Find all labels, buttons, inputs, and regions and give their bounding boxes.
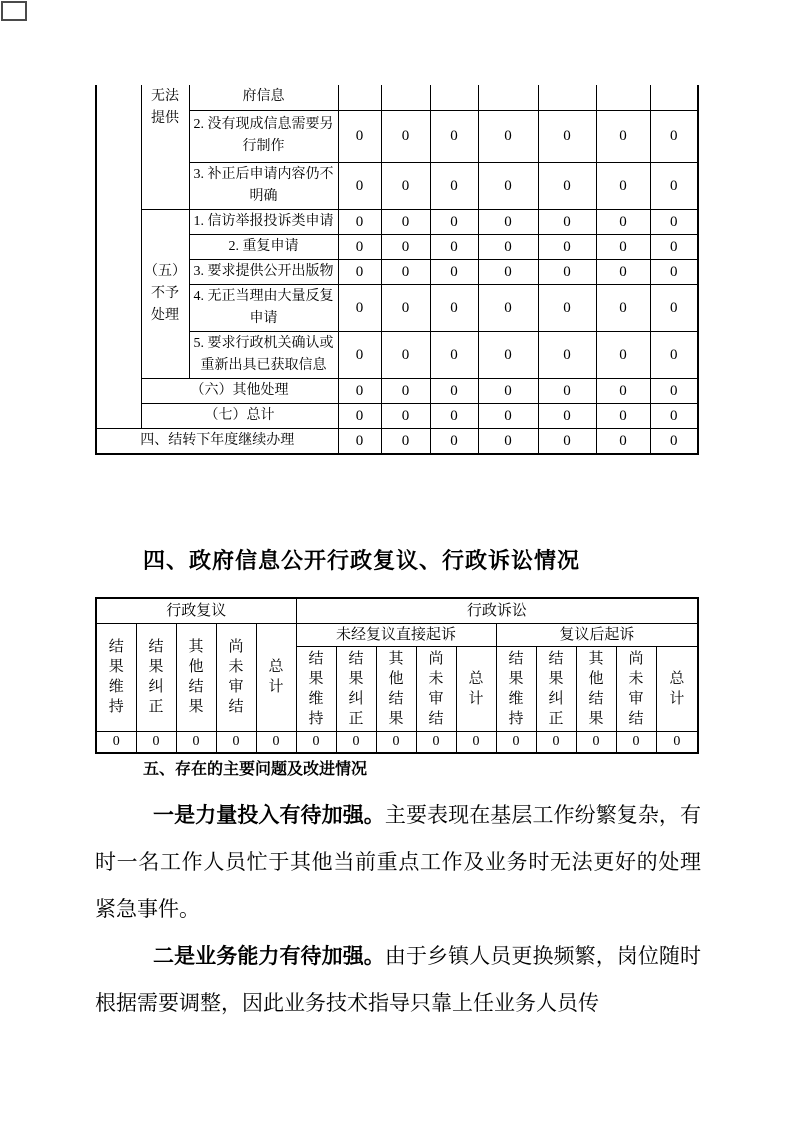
value-cell <box>478 85 538 110</box>
table-row <box>96 731 698 753</box>
row-label: 2. 没有现成信息需要另行制作 <box>189 110 338 162</box>
value-cell: 0 <box>538 403 596 428</box>
group-label-line: 提供 <box>151 111 179 126</box>
col-header-other-result: 其他结果 <box>376 646 416 731</box>
value-cell: 0 <box>478 428 538 454</box>
col-header-pending: 尚未审结 <box>616 646 656 731</box>
value-cell: 0 <box>381 209 430 234</box>
value-cell: 0 <box>381 331 430 378</box>
corner-box-artifact <box>1 1 27 21</box>
group-label-line: 处理 <box>151 307 179 323</box>
value-cell: 0 <box>596 284 650 331</box>
value-cell: 0 <box>296 731 336 753</box>
value-cell: 0 <box>430 110 478 162</box>
col-header-other-result: 其他结果 <box>176 623 216 731</box>
value-cell: 0 <box>650 234 698 259</box>
value-cell: 0 <box>596 110 650 162</box>
col-header-result-corrected: 结果纠正 <box>536 646 576 731</box>
value-cell: 0 <box>381 403 430 428</box>
col-header-result-upheld: 结果维持 <box>96 623 136 731</box>
value-cell: 0 <box>338 259 381 284</box>
table-row <box>96 428 698 454</box>
value-cell <box>538 85 596 110</box>
value-cell: 0 <box>338 403 381 428</box>
value-cell: 0 <box>478 378 538 403</box>
row-label: 2. 重复申请 <box>189 234 338 259</box>
value-cell: 0 <box>478 403 538 428</box>
row-label: 5. 要求行政机关确认或重新出具已获取信息 <box>189 331 338 378</box>
col-header-pending: 尚未审结 <box>416 646 456 731</box>
value-cell: 0 <box>381 110 430 162</box>
value-cell: 0 <box>538 209 596 234</box>
group-label-line: 无法 <box>151 89 179 104</box>
paragraph-lead: 一是力量投入有待加强。 <box>153 803 385 827</box>
value-cell: 0 <box>338 162 381 209</box>
paragraph-body: 由于乡镇人员更换频繁，岗位随时根据需要调整，因此业务技术指导只靠上任业务人员传 <box>95 944 702 1015</box>
value-cell: 0 <box>650 209 698 234</box>
value-cell: 0 <box>430 378 478 403</box>
table-row <box>96 209 698 234</box>
value-cell: 0 <box>650 403 698 428</box>
review-lawsuit-table <box>95 597 699 754</box>
table-row <box>96 85 698 110</box>
value-cell: 0 <box>336 731 376 753</box>
value-cell: 0 <box>656 731 698 753</box>
value-cell <box>430 85 478 110</box>
value-cell: 0 <box>538 378 596 403</box>
header-lawsuit-after-review: 复议后起诉 <box>496 623 698 646</box>
row-label: 3. 要求提供公开出版物 <box>189 259 338 284</box>
value-cell: 0 <box>381 259 430 284</box>
value-cell: 0 <box>650 378 698 403</box>
value-cell: 0 <box>650 259 698 284</box>
outer-group-cell <box>96 85 141 428</box>
value-cell: 0 <box>478 162 538 209</box>
row-group-not-processed <box>141 209 189 378</box>
value-cell <box>650 85 698 110</box>
col-header-result-upheld: 结果维持 <box>296 646 336 731</box>
value-cell: 0 <box>216 731 256 753</box>
paragraph-lead: 二是业务能力有待加强。 <box>153 944 385 968</box>
value-cell: 0 <box>478 234 538 259</box>
col-header-other-result: 其他结果 <box>576 646 616 731</box>
value-cell: 0 <box>430 162 478 209</box>
value-cell: 0 <box>338 110 381 162</box>
value-cell: 0 <box>650 428 698 454</box>
row-label-total: （七）总计 <box>141 403 338 428</box>
header-direct-lawsuit: 未经复议直接起诉 <box>296 623 496 646</box>
value-cell: 0 <box>650 110 698 162</box>
value-cell: 0 <box>576 731 616 753</box>
value-cell: 0 <box>136 731 176 753</box>
group-label-line: 不予 <box>151 285 179 301</box>
value-cell: 0 <box>596 403 650 428</box>
table-row <box>96 623 698 646</box>
col-header-total: 总计 <box>656 646 698 731</box>
table-row <box>96 403 698 428</box>
value-cell: 0 <box>650 284 698 331</box>
row-label: 3. 补正后申请内容仍不明确 <box>189 162 338 209</box>
value-cell: 0 <box>616 731 656 753</box>
value-cell: 0 <box>256 731 296 753</box>
value-cell: 0 <box>430 403 478 428</box>
applications-table <box>95 85 699 455</box>
value-cell: 0 <box>538 234 596 259</box>
value-cell: 0 <box>338 234 381 259</box>
value-cell: 0 <box>416 731 456 753</box>
value-cell: 0 <box>596 162 650 209</box>
value-cell: 0 <box>538 331 596 378</box>
col-header-total: 总计 <box>256 623 296 731</box>
section5 <box>95 758 701 1027</box>
col-header-result-corrected: 结果纠正 <box>336 646 376 731</box>
row-label: 1. 信访举报投诉类申请 <box>189 209 338 234</box>
value-cell: 0 <box>596 234 650 259</box>
value-cell: 0 <box>456 731 496 753</box>
value-cell: 0 <box>478 259 538 284</box>
value-cell: 0 <box>176 731 216 753</box>
row-label: 府信息 <box>189 85 338 110</box>
row-label-carry-over: 四、结转下年度继续办理 <box>96 428 338 454</box>
col-header-result-corrected: 结果纠正 <box>136 623 176 731</box>
value-cell: 0 <box>650 331 698 378</box>
value-cell: 0 <box>596 259 650 284</box>
value-cell: 0 <box>596 209 650 234</box>
value-cell: 0 <box>96 731 136 753</box>
value-cell: 0 <box>538 110 596 162</box>
section5-heading: 五、存在的主要问题及改进情况 <box>143 761 368 778</box>
paragraph <box>95 933 701 1027</box>
table-row <box>96 378 698 403</box>
value-cell <box>338 85 381 110</box>
value-cell: 0 <box>538 284 596 331</box>
value-cell: 0 <box>596 428 650 454</box>
group-label-line: （五） <box>144 263 186 279</box>
value-cell: 0 <box>381 162 430 209</box>
value-cell: 0 <box>596 331 650 378</box>
paragraph <box>95 792 701 933</box>
col-header-result-upheld: 结果维持 <box>496 646 536 731</box>
value-cell: 0 <box>338 209 381 234</box>
value-cell: 0 <box>338 331 381 378</box>
col-header-total: 总计 <box>456 646 496 731</box>
value-cell: 0 <box>478 110 538 162</box>
value-cell: 0 <box>496 731 536 753</box>
value-cell: 0 <box>596 378 650 403</box>
value-cell: 0 <box>430 284 478 331</box>
value-cell: 0 <box>338 284 381 331</box>
table-row <box>96 598 698 623</box>
value-cell: 0 <box>381 378 430 403</box>
row-group-unable-to-provide <box>141 85 189 209</box>
value-cell: 0 <box>430 259 478 284</box>
value-cell: 0 <box>478 331 538 378</box>
value-cell: 0 <box>538 162 596 209</box>
value-cell: 0 <box>538 259 596 284</box>
value-cell: 0 <box>381 234 430 259</box>
value-cell <box>381 85 430 110</box>
value-cell: 0 <box>376 731 416 753</box>
paragraph-body: 主要表现在基层工作纷繁复杂，有时一名工作人员忙于其他当前重点工作及业务时无法更好的处理紧急事件。 <box>95 803 702 921</box>
value-cell: 0 <box>478 209 538 234</box>
value-cell: 0 <box>430 234 478 259</box>
value-cell: 0 <box>478 284 538 331</box>
value-cell: 0 <box>430 209 478 234</box>
row-label-other-processing: （六）其他处理 <box>141 378 338 403</box>
value-cell: 0 <box>538 428 596 454</box>
value-cell: 0 <box>381 428 430 454</box>
value-cell: 0 <box>381 284 430 331</box>
value-cell <box>596 85 650 110</box>
row-label: 4. 无正当理由大量反复申请 <box>189 284 338 331</box>
value-cell: 0 <box>430 428 478 454</box>
header-administrative-lawsuit: 行政诉讼 <box>296 598 698 623</box>
value-cell: 0 <box>430 331 478 378</box>
col-header-pending: 尚未审结 <box>216 623 256 731</box>
value-cell: 0 <box>338 428 381 454</box>
section4-heading: 四、政府信息公开行政复议、行政诉讼情况 <box>143 548 581 573</box>
value-cell: 0 <box>338 378 381 403</box>
value-cell: 0 <box>650 162 698 209</box>
value-cell: 0 <box>536 731 576 753</box>
header-administrative-review: 行政复议 <box>96 598 296 623</box>
